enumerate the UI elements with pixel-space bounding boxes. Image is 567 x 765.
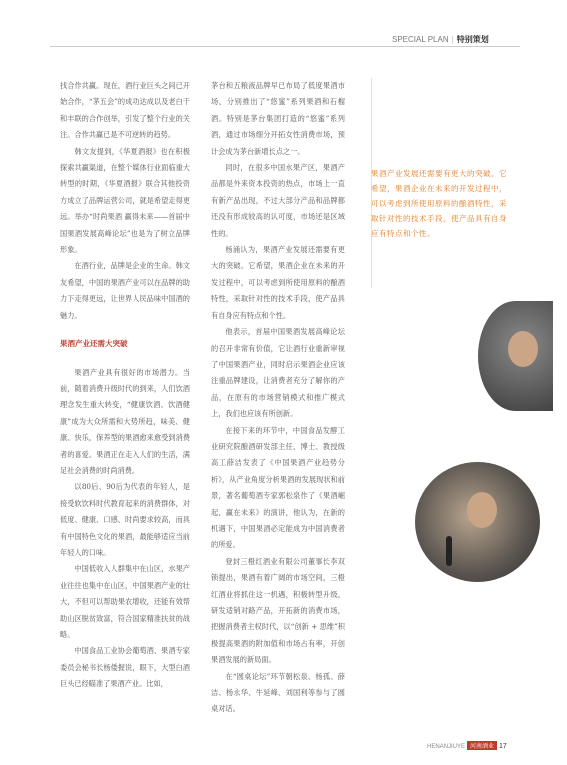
text-column-1 bbox=[60, 78, 190, 693]
speaker-photo-man bbox=[478, 301, 553, 411]
header-separator: | bbox=[451, 35, 454, 44]
paragraph: 登封三橙红酒业有限公司董事长李双锁提出，果酒有着广阔的市场空间，三橙红酒业将抓住这一机遇，积极转型升级，研发适销对路产品，开拓新的消费市场，把握消费者主权时代，以“创新 + 思维”积极提高果酒的附加值和市场占有率，开创果酒发展的新局面。 bbox=[211, 556, 345, 665]
paragraph: 在接下来的环节中，中国食品发酵工业研究院酿酒研发部主任、博士、教授级高工薛洁发表了《中国果酒产业趋势分析》，从产业角度分析果酒的发展现状和前景，著名葡萄酒专家郭松泉作了《果酒崛起，赢在未来》的演讲，他认为，在新的机遇下，中国果酒必定能成为中国消费者的所爱。 bbox=[211, 425, 345, 550]
section-title-en: SPECIAL PLAN bbox=[392, 35, 449, 44]
text-column-2 bbox=[211, 78, 345, 718]
face-shape bbox=[508, 331, 538, 367]
paragraph: 找合作共赢。现在，酒行业巨头之间已开始合作，“茅五会”的成功达成以及老白干和丰联的合作创举，引发了整个行业的关注。合作共赢已是不可逆转的趋势。 bbox=[60, 81, 190, 140]
pull-quote: 果酒产业发展还需要有更大的突破。它希望，果酒企业在未来的开发过程中，可以考虑到所使用原料的酿酒特性，采取针对性的技术手段，使产品具有自身应有特点和个性。 bbox=[371, 169, 507, 238]
paragraph: 同时，在很多中国水果产区，果酒产品都是外来资本投资的热点，市场上一直有新产品出现，不过大部分产品和品牌都还没有形成较高的认可度，市场还是区域性的。 bbox=[211, 163, 345, 238]
page-footer bbox=[427, 741, 507, 750]
paragraph: 果酒产业具有很好的市场潜力。当前，随着消费升级时代的到来，人们饮酒理念发生重大转变，“健康饮酒、饮酒健康”成为大众所需和大势所趋，味美、健康、快乐，保养型的果酒愈来愈受到消费者的喜爱。果酒正在走入人们的生活，满足社会消费的时尚消费。 bbox=[60, 367, 190, 475]
paragraph: 在酒行业，品牌是企业的生命。韩文友希望，中国的果酒产业可以在品牌的助力下走得更远，让世界人民品味中国酒的魅力。 bbox=[60, 261, 190, 320]
header-rule bbox=[50, 46, 520, 47]
face-shape bbox=[467, 492, 497, 528]
paragraph: 杨涌认为，果酒产业发展还需要有更大的突破。它希望，果酒企业在未来的开发过程中，可以考虑到所使用原料的酿酒特性，采取针对性的技术手段，使产品具有自身应有特点和个性。 bbox=[211, 245, 345, 320]
section-header bbox=[392, 34, 489, 45]
magazine-badge: 河南酒业 bbox=[467, 741, 497, 750]
paragraph: 中国低收入人群集中在山区，水果产业往往也集中在山区，中国果酒产业的壮大，不但可以帮助果农增收，还能有效帮助山区脱贫致富，符合国家精准扶贫的战略。 bbox=[60, 564, 190, 639]
paragraph: 中国食品工业协会葡萄酒、果酒专家委员会秘书长杨倭握说，眼下，大型白酒巨头已经瞄准了果酒产业。比如， bbox=[60, 646, 190, 689]
magazine-name: HENANJIUYE bbox=[427, 744, 466, 750]
paragraph: 茅台和五粮液品牌早已布局了低度果酒市场，分别推出了“悠蜜”系列果酒和石榴酒。特别是茅台集团打造的“悠蜜”系列酒，通过市场细分开拓女性消费市场，预计会成为茅台新增长点之一。 bbox=[211, 81, 345, 156]
speaker-photo-woman bbox=[415, 462, 540, 582]
paragraph: 以80后、90后为代表的年轻人，是接受软饮料时代教育起来的消费群体，对低度、健康、口感、时尚要求较高，而具有中国特色文化的果酒，最能够适应当前年轻人的口味。 bbox=[60, 482, 190, 557]
page-number: 17 bbox=[499, 743, 507, 750]
paragraph: 在“圆桌论坛”环节朝松泉、杨孤、薛洁、杨永华、牛延峰、刘国利等参与了圆桌对话。 bbox=[211, 671, 345, 714]
section-heading: 果酒产业还需大突破 bbox=[60, 339, 128, 349]
section-title-cn: 特别策划 bbox=[456, 35, 489, 44]
paragraph: 他表示，首届中国果酒发展高峰论坛的召开非常有价值，它让酒行业重新审视了中国果酒产业，同时启示果酒企业应该注重品牌建设，让消费者充分了解你的产品，在原有的市场营销模式和推广模式上，我们也应该有所创新。 bbox=[211, 327, 345, 419]
paragraph: 韩文友提到，《华夏酒报》也在积极探索共赢渠道，在整个媒体行业面临重大转型的时期，《华夏酒报》联合其他投资方成立了品牌运营公司，就是希望走得更远。举办“时尚果酒 赢得未来——首届中国果酒发展高峰论坛”也是为了树立品牌形象。 bbox=[60, 146, 190, 255]
microphone-icon bbox=[446, 536, 452, 566]
